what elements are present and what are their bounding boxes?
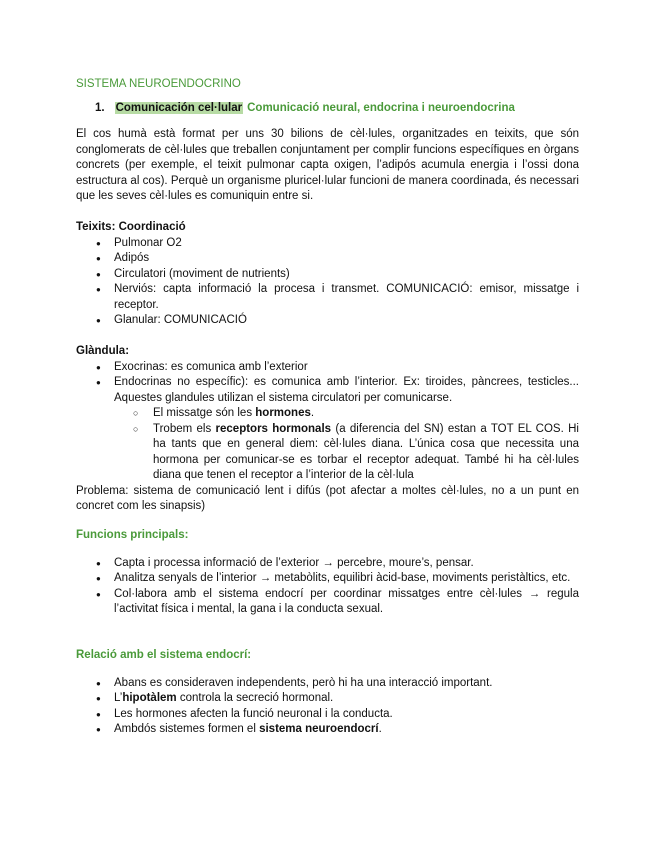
glandula-list xyxy=(76,360,579,484)
list-item: ● Capta i processa informació de l’exterior → percebre, moure’s, pensar. xyxy=(76,556,579,572)
sub-list-item xyxy=(76,406,579,422)
list-item-text: . xyxy=(378,723,382,735)
glandula-section xyxy=(76,344,579,515)
list-item: ● Exocrinas: es comunica amb l’exterior xyxy=(76,360,579,376)
glandula-sublist xyxy=(114,406,579,484)
funcions-section xyxy=(76,528,579,618)
list-item: ● Circulatori (moviment de nutrients) xyxy=(76,267,579,283)
list-item-text: Endocrinas no específic): es comunica amb l’interior. Ex: tiroides, pàncrees, testicles... Aquestes glandules utilizan el sistema circulatori per comunicarse. xyxy=(114,376,579,404)
funcions-heading: Funcions principals: xyxy=(76,529,189,541)
heading-highlight: Comunicación cel·lular xyxy=(115,102,243,114)
sub-item-text: El missatge són les xyxy=(153,407,256,419)
list-item: ● Col·labora amb el sistema endocrí per coordinar missatges entre cèl·lules → regula l’activitat física i mental, la gana i la conducta sexual. xyxy=(76,587,579,618)
list-item: ● Analitza senyals de l’interior → metabòlits, equilibri àcid-base, moviments peristàltics, etc. xyxy=(76,571,579,587)
list-item-text: Ambdós sistemes formen el xyxy=(114,723,260,735)
list-item: ● Les hormones afecten la funció neuronal i la conducta. xyxy=(76,707,579,723)
intro-paragraph: El cos humà està format per uns 30 bilions de cèl·lules, organitzades en teixits, que són conglomerats de cèl·lules que treballen conjuntament per complir funcions específiques en òrgans concrets (per exemple, el teixit pulmonar capta oxigen, l’adipós acumula energia i l’ossi dona estructura al cos). Perquè un organisme pluricel·lular funcioni de manera coordinada, és necessari que les seves cèl·lules es comuniquin entre si. xyxy=(76,128,579,202)
list-item-bold: hipotàlem xyxy=(122,692,177,704)
heading-number: 1. xyxy=(95,102,105,114)
teixits-list xyxy=(76,236,579,329)
sub-list-item xyxy=(76,422,579,484)
list-item: ● Abans es consideraven independents, però hi ha una interacció important. xyxy=(76,676,579,692)
funcions-list xyxy=(76,556,579,618)
problem-paragraph: Problema: sistema de comunicació lent i difús (pot afectar a moltes cèl·lules, no a un punt en concret com les sinapsis) xyxy=(76,484,579,512)
relacio-section xyxy=(76,648,579,738)
list-item-text: L’ xyxy=(114,692,123,704)
sub-item-text: . xyxy=(310,407,315,419)
document-title: SISTEMA NEUROENDOCRINO xyxy=(76,78,241,90)
sub-item-bold: hormones xyxy=(255,407,311,419)
heading-subtitle: Comunicació neural, endocrina i neuroendocrina xyxy=(247,102,515,114)
list-item: ● Adipós xyxy=(76,251,579,267)
sub-item-bold: receptors hormonals xyxy=(215,422,332,435)
list-item: ● Pulmonar O2 xyxy=(76,236,579,252)
list-item xyxy=(76,691,579,707)
list-item-bold: sistema neuroendocrí xyxy=(259,723,379,735)
sub-item-text: Trobem els xyxy=(153,422,216,435)
section-heading xyxy=(95,101,515,117)
list-item: ● Glanular: COMUNICACIÓ xyxy=(76,313,579,329)
list-item xyxy=(76,722,579,738)
teixits-heading: Teixits: Coordinació xyxy=(76,221,186,233)
glandula-heading: Glàndula: xyxy=(76,345,130,357)
relacio-heading: Relació amb el sistema endocrí: xyxy=(76,649,252,661)
list-item xyxy=(76,375,579,484)
list-item-text: controla la secreció hormonal. xyxy=(176,692,334,704)
list-item: ● Nerviós: capta informació la procesa i transmet. COMUNICACIÓ: emisor, missatge i receptor. xyxy=(76,282,579,313)
relacio-list xyxy=(76,676,579,738)
sub-item-text: (a diferencia del SN) estan a TOT EL COS. Hi ha tants que en general diem: cèl·lules diana. L’única cosa que necessita una hormona per comunicar-se es torbar el receptor adequat. També hi ha cèl·lules diana que tenen el receptor a l’interior de la cèl·lula xyxy=(153,422,579,481)
teixits-section xyxy=(76,220,579,329)
